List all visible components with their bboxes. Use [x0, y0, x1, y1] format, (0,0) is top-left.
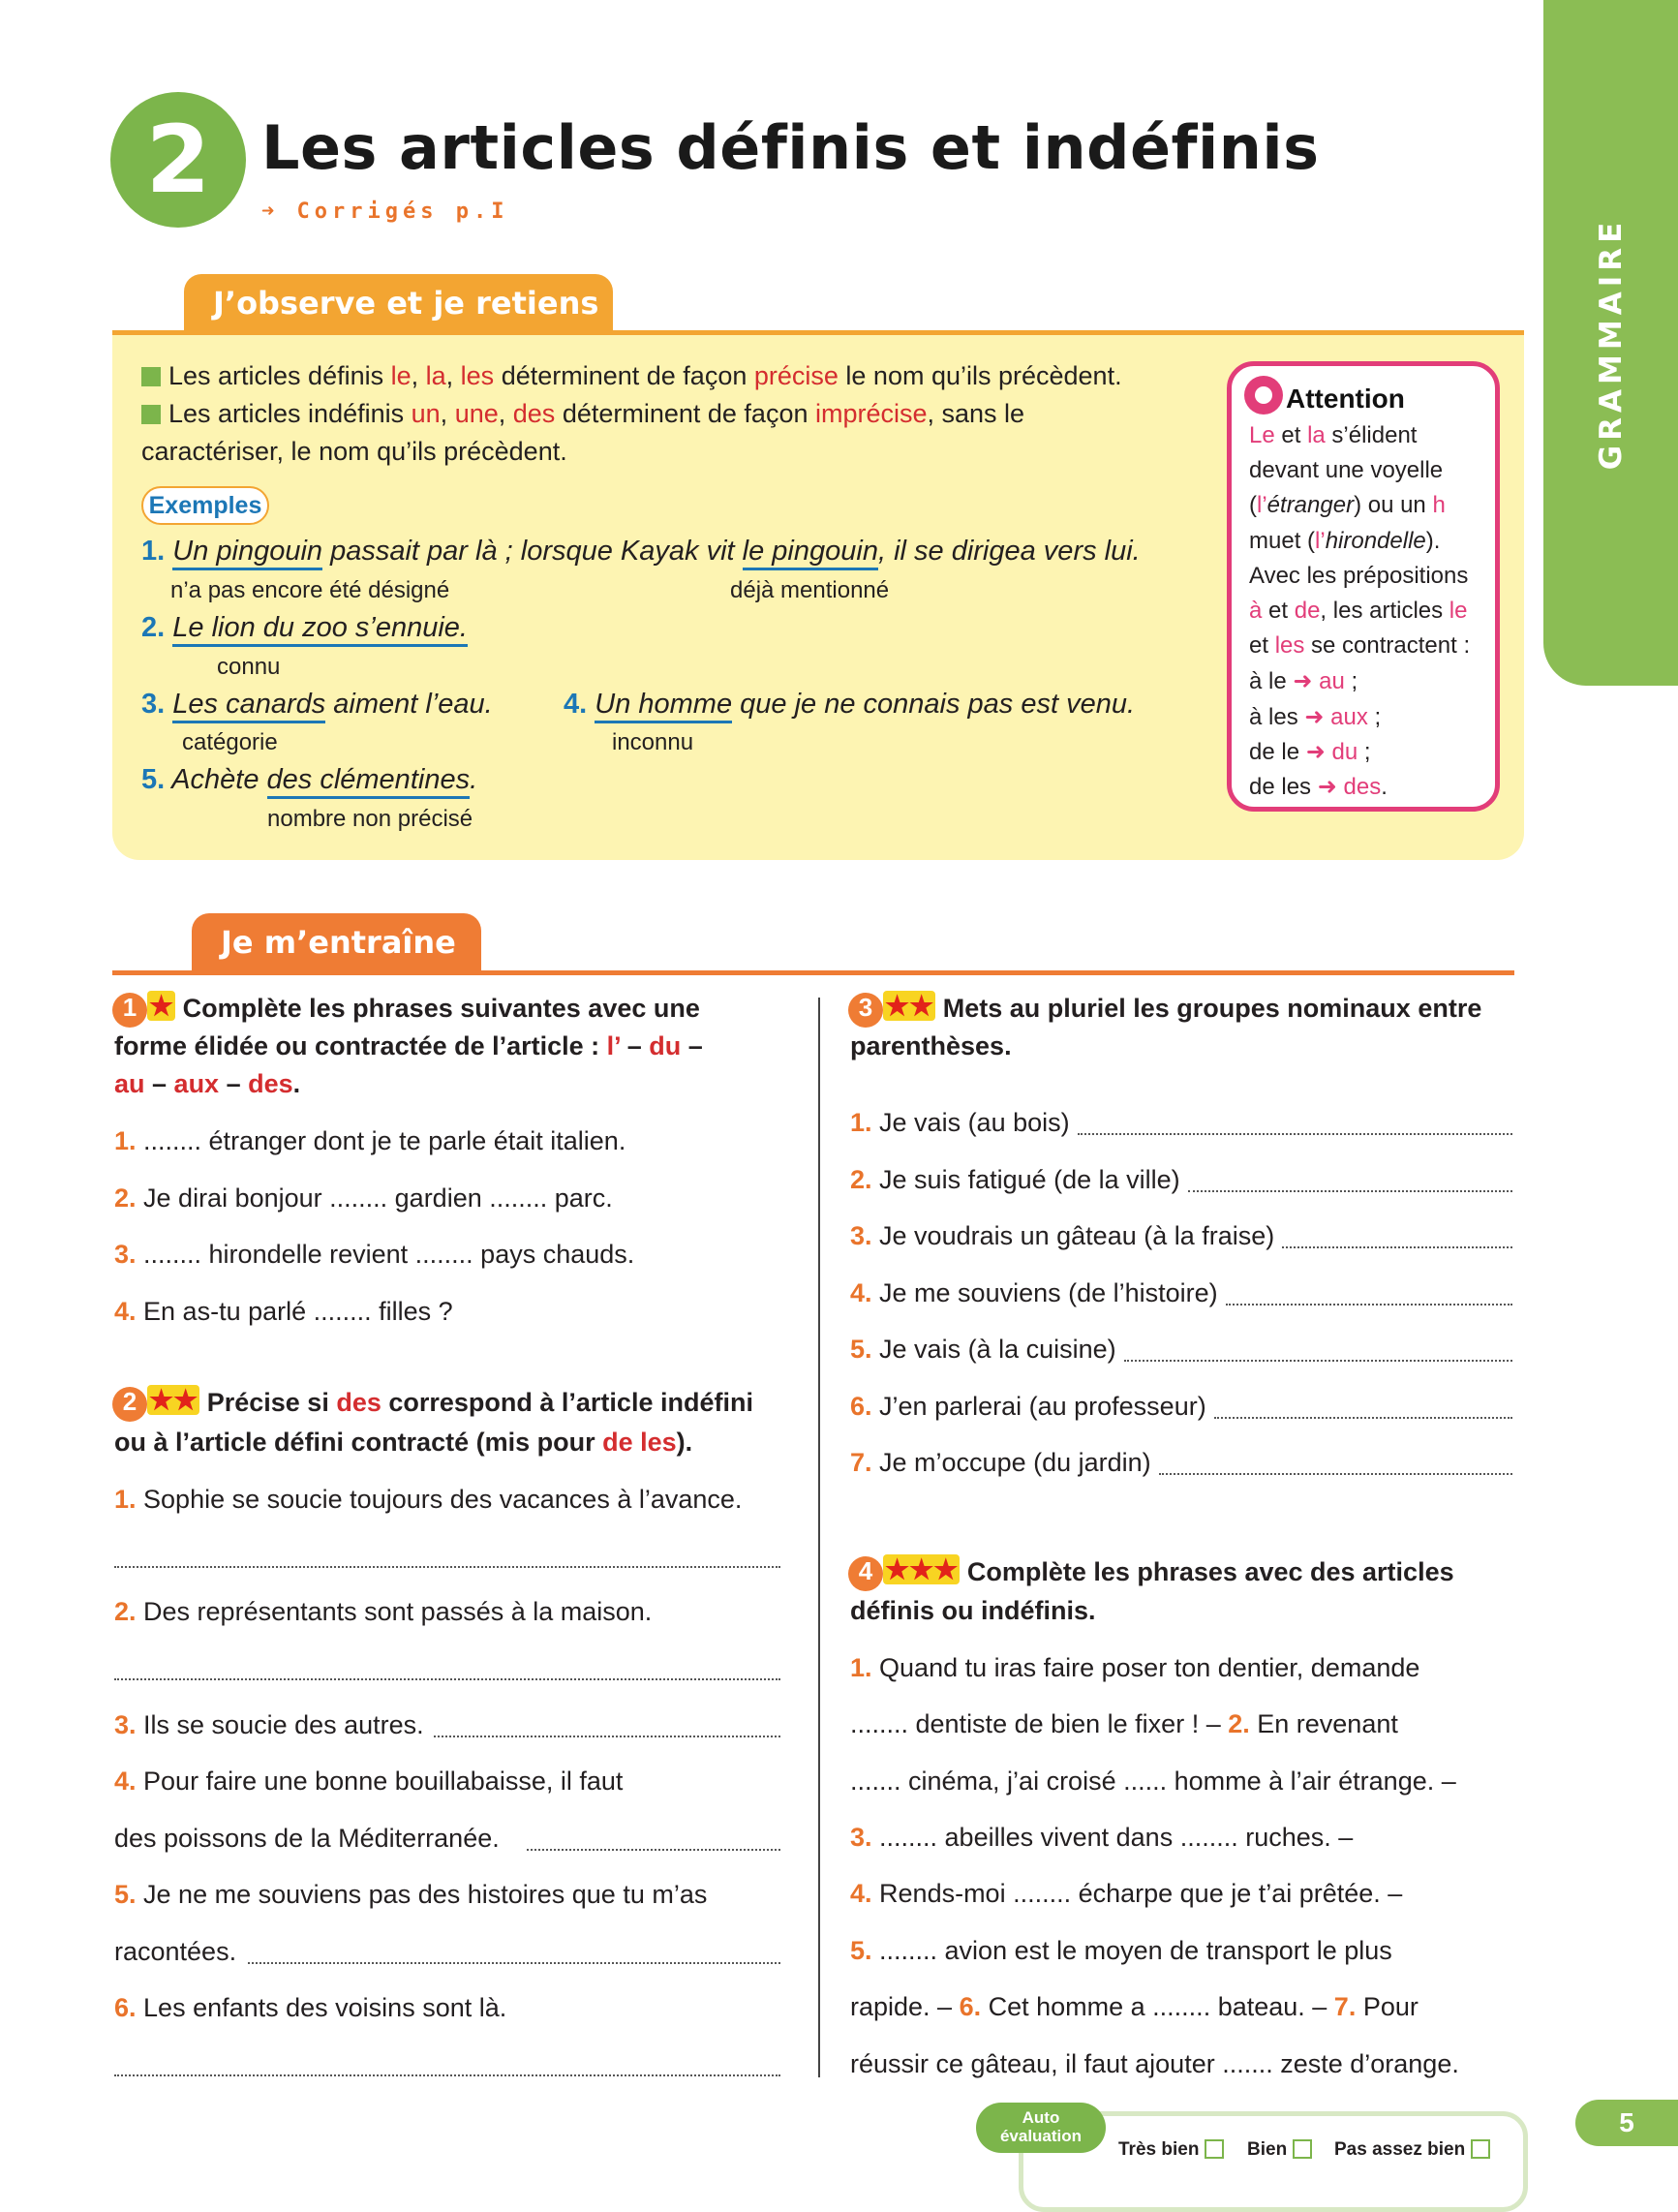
rule-indefinis-cont: caractériser, le nom qu’ils précèdent. — [141, 437, 567, 466]
exercise-3-item: 4. Je me souviens (de l’histoire) — [850, 1278, 1218, 1307]
exercise-1-item[interactable]: 4. En as-tu parlé ........ filles ? — [114, 1297, 453, 1326]
exercise-3-item: 3. Je voudrais un gâteau (à la fraise) — [850, 1221, 1275, 1250]
star-icon: ★★ — [149, 1385, 198, 1415]
attention-line: et les se contractent : — [1249, 632, 1471, 660]
exercise-3-item: 2. Je suis fatigué (de la ville) — [850, 1165, 1180, 1194]
attention-line: (l’étranger) ou un h — [1249, 492, 1446, 519]
attention-line: Le et la s’élident — [1249, 422, 1418, 448]
exercise-4-line[interactable]: 4. Rends-moi ........ écharpe que je t’ai prêtée. – — [850, 1879, 1403, 1908]
rating-bien[interactable]: Bien — [1247, 2139, 1312, 2161]
answer-line[interactable] — [527, 1849, 780, 1851]
exercise-3-heading-2: parenthèses. — [850, 1031, 1012, 1060]
bullet-square-icon — [141, 405, 161, 424]
attention-line: de les ➜ des. — [1249, 774, 1388, 800]
exercise-3-item: 6. J’en parlerai (au professeur) — [850, 1392, 1206, 1421]
exercise-4-line[interactable]: ........ dentiste de bien le fixer ! – 2. En revenant — [850, 1709, 1398, 1738]
page-number: 5 — [1575, 2100, 1678, 2146]
exercise-3-item: 1. Je vais (au bois) — [850, 1108, 1070, 1137]
example-1: 1. Un pingouin passait par là ; lorsque Kayak vit le pingouin, il se dirigea vers lui. — [141, 536, 1141, 568]
exercise-1-heading: 1 ★ Complète les phrases suivantes avec une — [112, 993, 700, 1028]
corriges-label: Corrigés p.I — [296, 200, 509, 224]
example-1-note-1: n’a pas encore été désigné — [170, 577, 450, 603]
bullet-square-icon — [141, 367, 161, 386]
exercise-4-heading: 4 ★★★ Complète les phrases avec des articles — [848, 1556, 1454, 1591]
exercise-3-item: 7. Je m’occupe (du jardin) — [850, 1448, 1151, 1477]
exercise-2-item-cont: racontées. — [114, 1937, 237, 1966]
checkbox[interactable] — [1471, 2139, 1490, 2159]
section-divider — [112, 330, 1524, 335]
answer-line[interactable] — [434, 1736, 780, 1737]
exercise-2-item: 5. Je ne me souviens pas des histoires que tu m’as — [114, 1880, 708, 1909]
section-tab-observe: J’observe et je retiens — [184, 274, 613, 332]
example-5-note: nombre non précisé — [267, 806, 473, 832]
attention-line: à et de, les articles le — [1249, 598, 1468, 624]
exercise-1-heading-2: forme élidée ou contractée de l’article : l’ – du – — [114, 1031, 703, 1060]
attention-title: Attention — [1286, 384, 1405, 414]
answer-line[interactable] — [1188, 1190, 1512, 1192]
exercise-1-item[interactable]: 3. ........ hirondelle revient ........ pays chauds. — [114, 1240, 635, 1269]
exercise-4-line[interactable]: rapide. – 6. Cet homme a ........ bateau. – 7. Pour — [850, 1992, 1419, 2021]
exercise-4-line[interactable]: réussir ce gâteau, il faut ajouter ....... zeste d’orange. — [850, 2049, 1459, 2078]
answer-line[interactable] — [1124, 1360, 1512, 1362]
exercise-1-heading-3: au – aux – des. — [114, 1069, 301, 1098]
checkbox[interactable] — [1293, 2139, 1312, 2159]
answer-line[interactable] — [1226, 1304, 1512, 1306]
star-icon: ★★★ — [885, 1554, 959, 1584]
exercise-number-badge: 3 — [848, 993, 883, 1028]
section-divider — [112, 970, 1514, 975]
answer-line[interactable] — [114, 1678, 780, 1680]
arrow-right-icon: ➜ — [261, 200, 280, 224]
exercise-2-heading: 2 ★★ Précise si des correspond à l’article indéfini — [112, 1387, 753, 1422]
checkbox[interactable] — [1205, 2139, 1224, 2159]
chapter-number: 2 — [110, 92, 246, 228]
example-3: 3. Les canards aiment l’eau. — [141, 689, 493, 721]
attention-line: à les ➜ aux ; — [1249, 703, 1382, 730]
attention-line: muet (l’hirondelle). — [1249, 527, 1441, 554]
column-divider — [818, 998, 820, 2077]
answer-line[interactable] — [1078, 1133, 1512, 1135]
exercise-4-line[interactable]: 5. ........ avion est le moyen de transport le plus — [850, 1936, 1392, 1965]
rule-indefinis: Les articles indéfinis un, une, des déterminent de façon imprécise, sans le — [141, 399, 1024, 429]
answer-line[interactable] — [1282, 1246, 1512, 1248]
example-2-note: connu — [217, 654, 281, 680]
exercise-number-badge: 1 — [112, 993, 147, 1028]
exercise-4-line[interactable]: 1. Quand tu iras faire poser ton dentier, demande — [850, 1653, 1420, 1682]
rating-tres-bien[interactable]: Très bien — [1118, 2139, 1224, 2161]
exercise-2-item: 3. Ils se soucie des autres. — [114, 1710, 424, 1739]
light-bulb-icon — [1244, 376, 1283, 415]
attention-line: à le ➜ au ; — [1249, 668, 1358, 695]
exercise-1-item[interactable]: 2. Je dirai bonjour ........ gardien ........ parc. — [114, 1183, 613, 1213]
side-tab-grammaire — [1543, 0, 1678, 686]
exercise-2-item: 1. Sophie se soucie toujours des vacances à l’avance. — [114, 1485, 743, 1514]
exercise-2-item: 2. Des représentants sont passés à la maison. — [114, 1597, 653, 1626]
exercise-3-heading: 3 ★★ Mets au pluriel les groupes nominaux entre — [848, 993, 1481, 1028]
rating-pas-assez-bien[interactable]: Pas assez bien — [1334, 2139, 1490, 2161]
example-5: 5. Achète des clémentines. — [141, 764, 477, 796]
exemples-badge: Exemples — [141, 486, 269, 525]
example-1-note-2: déjà mentionné — [730, 577, 890, 603]
example-4: 4. Un homme que je ne connais pas est venu. — [564, 689, 1135, 721]
answer-line[interactable] — [248, 1962, 780, 1964]
star-icon: ★ — [149, 991, 174, 1021]
exercise-number-badge: 4 — [848, 1556, 883, 1591]
exercise-4-line[interactable]: 3. ........ abeilles vivent dans ........ ruches. – — [850, 1823, 1354, 1852]
exercise-4-line[interactable]: ....... cinéma, j’ai croisé ...... homme à l’air étrange. – — [850, 1767, 1456, 1796]
example-4-note: inconnu — [612, 729, 694, 755]
corriges-link[interactable] — [261, 200, 508, 224]
exercise-4-heading-2: définis ou indéfinis. — [850, 1596, 1096, 1625]
section-tab-train: Je m’entraîne — [192, 913, 481, 971]
attention-line: de le ➜ du ; — [1249, 738, 1371, 765]
exercise-2-item: 4. Pour faire une bonne bouillabaisse, il faut — [114, 1767, 624, 1796]
page-title: Les articles définis et indéfinis — [261, 112, 1320, 183]
exercise-number-badge: 2 — [112, 1387, 147, 1422]
attention-line: devant une voyelle — [1249, 457, 1444, 484]
exercise-2-item-cont: des poissons de la Méditerranée. — [114, 1824, 500, 1853]
exercise-2-item: 6. Les enfants des voisins sont là. — [114, 1993, 507, 2022]
exercise-1-item[interactable]: 1. ........ étranger dont je te parle était italien. — [114, 1126, 626, 1155]
answer-line[interactable] — [1214, 1417, 1512, 1419]
example-2: 2. Le lion du zoo s’ennuie. — [141, 612, 468, 644]
answer-line[interactable] — [114, 2074, 780, 2076]
exercise-2-heading-2: ou à l’article défini contracté (mis pour de les). — [114, 1428, 693, 1457]
answer-line[interactable] — [114, 1566, 780, 1568]
answer-line[interactable] — [1159, 1473, 1512, 1475]
exercise-3-item: 5. Je vais (à la cuisine) — [850, 1335, 1116, 1364]
star-icon: ★★ — [885, 991, 934, 1021]
rule-definis: Les articles définis le, la, les déterminent de façon précise le nom qu’ils précèdent. — [141, 361, 1122, 391]
attention-line: Avec les prépositions — [1249, 562, 1469, 589]
side-tab-label: GRAMMAIRE — [1593, 217, 1629, 471]
auto-evaluation-badge: Auto évaluation — [976, 2103, 1106, 2153]
example-3-note: catégorie — [182, 729, 278, 755]
